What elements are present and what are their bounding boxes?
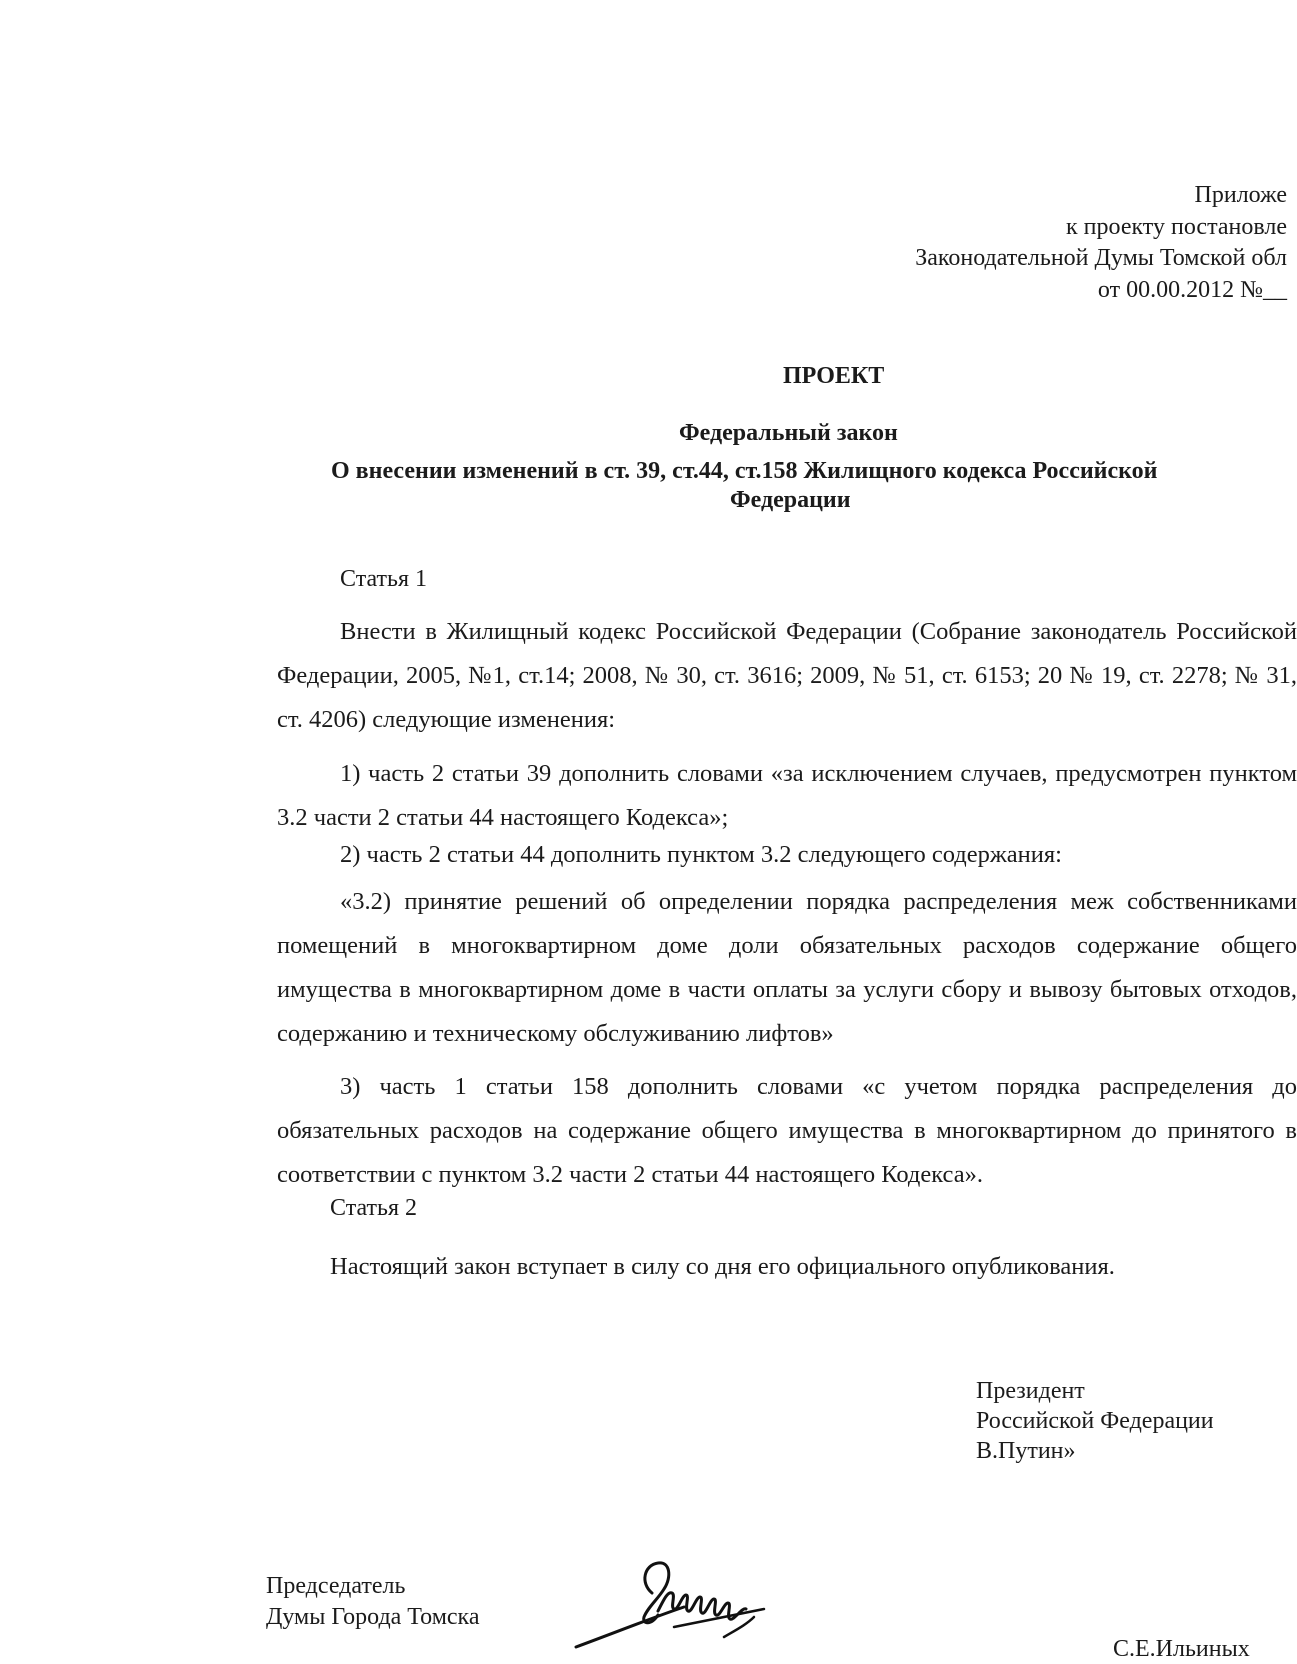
chair-name: С.Е.Ильиных: [1113, 1636, 1250, 1662]
project-label: ПРОЕКТ: [783, 363, 885, 389]
president-country: Российской Федерации: [976, 1408, 1214, 1434]
appendix-line-3: Законодательной Думы Томской обл: [915, 245, 1287, 271]
article-1-item-2-quote: «3.2) принятие решений об определении порядка распределения меж собственниками помещений в многоквартирном доме доли обязательных расходов содержание общего имущества в многоквартирном доме в части оплаты за услуги сбору и вывозу бытовых отходов, содержанию и техническому обслуживанию лифтов»: [277, 888, 1297, 1047]
article-1-item-2: 2) часть 2 статьи 44 дополнить пунктом 3.2 следующего содержания:: [340, 841, 1062, 868]
article-1-item-3: 3) часть 1 статьи 158 дополнить словами «с учетом порядка распределения до обязательных расходов на содержание общего имущества в многоквартирном до принятого в соответствии с пунктом 3.2 части 2 статьи 44 настоящего Кодекса».: [277, 1073, 1297, 1188]
president-name: В.Путин»: [976, 1438, 1076, 1464]
law-title-line-2: Федерации: [730, 487, 851, 513]
chair-title: Председатель: [266, 1573, 406, 1599]
article-1-item-1: 1) часть 2 статьи 39 дополнить словами «за исключением случаев, предусмотрен пунктом 3.2 части 2 статьи 44 настоящего Кодекса»;: [277, 760, 1297, 831]
article-1-heading: Статья 1: [340, 566, 427, 592]
law-type: Федеральный закон: [679, 420, 898, 446]
handwritten-signature: [574, 1555, 794, 1650]
law-title-line-1: О внесении изменений в ст. 39, ст.44, ст.158 Жилищного кодекса Российской: [331, 458, 1158, 484]
appendix-line-2: к проекту постановле: [1066, 213, 1287, 240]
article-2-text: Настоящий закон вступает в силу со дня его официального опубликования.: [330, 1253, 1115, 1280]
president-title: Президент: [976, 1378, 1085, 1404]
article-1-intro: Внести в Жилищный кодекс Российской Федерации (Собрание законодатель Российской Федерации, 2005, №1, ст.14; 2008, № 30, ст. 3616; 2009, № 51, ст. 6153; 20 № 19, ст. 2278; № 31, ст. 4206) следующие изменения:: [277, 618, 1297, 733]
chair-organization: Думы Города Томска: [266, 1604, 480, 1630]
article-2-heading: Статья 2: [330, 1195, 417, 1221]
appendix-line-4: от 00.00.2012 №__: [1097, 276, 1287, 303]
appendix-block: [915, 180, 1287, 306]
appendix-line-1: Приложе: [1194, 182, 1287, 208]
